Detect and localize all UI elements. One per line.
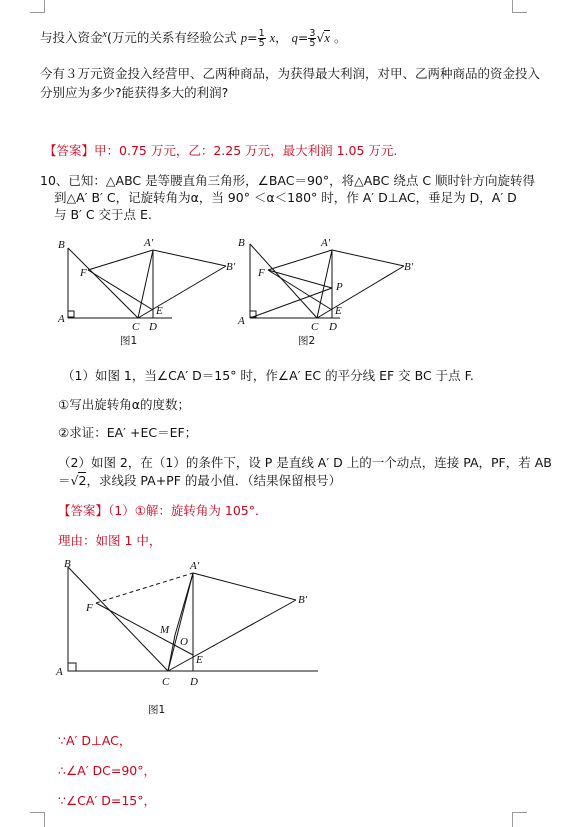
var-x: x: [269, 31, 276, 46]
sqrt-sign: √: [70, 473, 79, 488]
label-F: F: [258, 267, 265, 279]
separator: ，: [275, 30, 288, 46]
var-x: x: [324, 31, 330, 46]
label-A-prime: A′: [321, 237, 331, 249]
proof-line: ∵A′ D⊥AC，: [58, 733, 132, 748]
figure-1: [57, 237, 236, 347]
label-A-prime: A′: [144, 237, 154, 249]
corner-mark-bottom-right: [512, 812, 527, 827]
text: ，求线段 PA+PF 的最小值．（结果保留根号）: [86, 473, 342, 488]
denominator: 5: [258, 38, 265, 50]
caption: 图1: [148, 704, 166, 716]
var-q: q: [291, 31, 298, 46]
answer-body: （1）①解：旋转角为 105°．: [108, 503, 268, 518]
label-C: C: [311, 321, 319, 333]
label-E: E: [335, 305, 342, 317]
denominator: 5: [309, 38, 316, 50]
label-B: B: [238, 237, 245, 249]
question-line: 10、已知：△ABC 是等腰直角三角形，∠BAC＝90°，将△ABC 绕点 C 顺时针方向旋转得: [40, 173, 536, 188]
subquestion-line: ①写出旋转角α的度数；: [58, 397, 190, 412]
paragraph-line: 今有３万元资金投入经营甲、乙两种商品，为获得最大利润，对甲、乙两种商品的资金投入: [40, 66, 541, 81]
subquestion-line: （2）如图 2，在（1）的条件下，设 P 是直线 A′ D 上的一个动点，连接 PA，PF，若 AB: [58, 455, 552, 470]
answer-line: [44, 143, 397, 159]
subquestion-line: （1）如图 1，当∠CA′ D＝15° 时，作∠A′ EC 的平分线 EF 交 BC 于点 F.: [62, 368, 474, 383]
text: (万元的关系有经验公式: [106, 30, 237, 46]
label-C: C: [132, 321, 140, 333]
subquestion-line: ②求证：EA′ +EC＝EF；: [58, 425, 198, 440]
sqrt-value: 2: [78, 473, 87, 488]
label-A: A: [56, 666, 63, 678]
text: 与投入资金: [40, 30, 103, 46]
answer-tag: 【答案】: [58, 503, 109, 518]
label-A: A: [238, 315, 245, 327]
label-B-prime: B′: [226, 261, 236, 273]
label-F: F: [80, 267, 87, 279]
fraction-p: [258, 29, 266, 48]
label-A-prime: A′: [190, 560, 200, 572]
proof-line: ∵∠CA′ D=15°，: [58, 793, 157, 808]
label-A: A: [58, 313, 65, 325]
corner-mark-top-right: [512, 0, 527, 13]
corner-mark-bottom-left: [30, 812, 45, 827]
paragraph-line: 分别应为多少?能获得多大的利润?: [40, 85, 229, 100]
label-E: E: [156, 305, 163, 317]
label-D: D: [190, 676, 198, 688]
proof-line: ∴∠A′ DC=90°，: [58, 763, 157, 778]
question-line: 与 B′ C 交于点 E.: [54, 207, 152, 222]
answer-body: 甲：0.75 万元，乙：2.25 万元，最大利润 1.05 万元.: [94, 143, 398, 158]
sqrt-sign: √: [316, 30, 325, 46]
label-P: P: [336, 281, 343, 293]
reason-line: 理由：如图 1 中，: [58, 533, 162, 548]
label-B-prime: B′: [298, 594, 308, 606]
label-B: B: [58, 239, 65, 251]
label-B-prime: B′: [404, 261, 414, 273]
var-p: p: [240, 31, 248, 46]
figure-1-2: [40, 232, 440, 352]
text: ＝: [58, 473, 71, 488]
equals: =: [247, 30, 258, 46]
label-M: M: [160, 624, 170, 636]
period: 。: [333, 30, 347, 46]
label-O: O: [180, 636, 188, 648]
corner-mark-top-left: [30, 0, 45, 13]
answer-tag: 【答案】: [44, 143, 95, 158]
caption: 图2: [298, 335, 316, 347]
caption: 图1: [120, 335, 138, 347]
var-x: x: [102, 29, 107, 40]
label-D: D: [329, 321, 337, 333]
equals: =: [297, 30, 309, 46]
formula-line: [40, 24, 346, 49]
subquestion-line: [58, 473, 341, 489]
label-B: B: [64, 558, 71, 570]
figure-3: [50, 555, 330, 723]
label-D: D: [149, 321, 157, 333]
answer-line: [58, 503, 268, 519]
question-line: 到△A′ B′ C，记旋转角为α，当 90° ＜α＜180° 时，作 A′ D⊥AC，垂足为 D，A′ D: [54, 190, 517, 205]
label-C: C: [162, 676, 170, 688]
label-F: F: [86, 602, 93, 614]
numerator: 3: [309, 28, 316, 40]
label-E: E: [196, 654, 203, 666]
figure-2: [237, 237, 414, 347]
numerator: 1: [258, 28, 265, 40]
